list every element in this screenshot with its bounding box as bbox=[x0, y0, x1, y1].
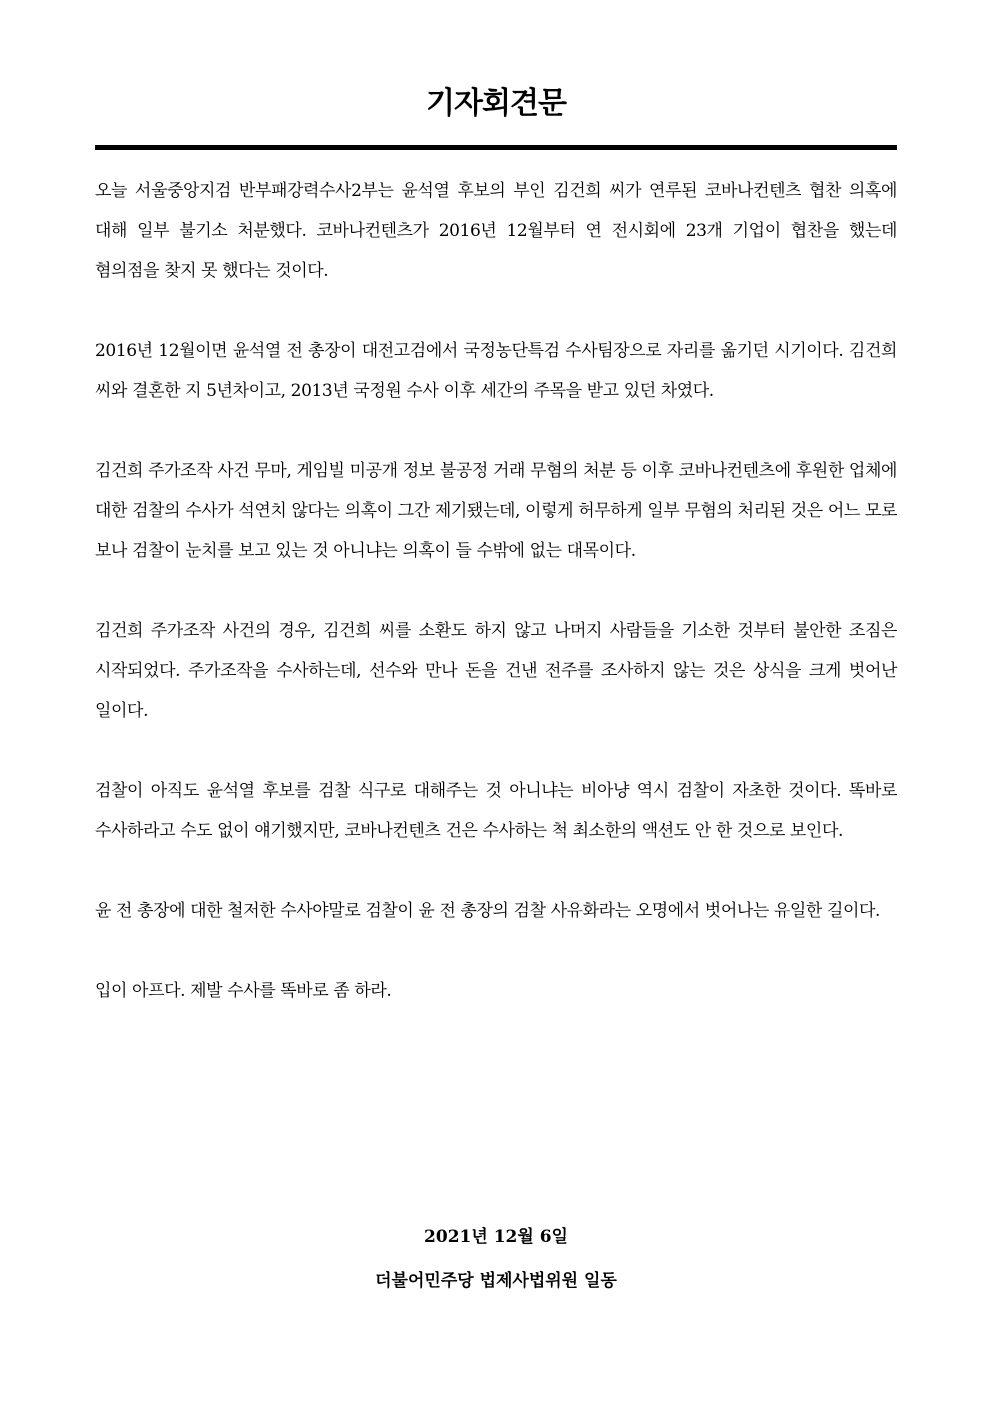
paragraph-1: 오늘 서울중앙지검 반부패강력수사2부는 윤석열 후보의 부인 김건희 씨가 연루된 코바나컨텐츠 협찬 의혹에 대해 일부 불기소 처분했다. 코바나컨텐츠가 2016년 12월부터 연 전시회에 23개 기업이 협찬을 했는데 혐의점을 찾지 못 했다는 것이다. bbox=[95, 181, 897, 281]
document-signature: 더불어민주당 법제사법위원 일동 bbox=[375, 1271, 617, 1291]
paragraph-3: 김건희 주가조작 사건 무마, 게임빌 미공개 정보 불공정 거래 무혐의 처분 등 이후 코바나컨텐츠에 후원한 업체에 대한 검찰의 수사가 석연치 않다는 의혹이 그간 제기됐는데, 이렇게 허무하게 일부 무혐의 처리된 것은 어느 모로 보나 검찰이 눈치를 보고 있는 것 아니냐는 의혹이 들 수밖에 없는 대목이다. bbox=[95, 461, 897, 561]
paragraph-7: 입이 아프다. 제발 수사를 똑바로 좀 하라. bbox=[95, 981, 392, 1001]
paragraph-5: 검찰이 아직도 윤석열 후보를 검찰 식구로 대해주는 것 아니냐는 비아냥 역시 검찰이 자초한 것이다. 똑바로 수사하라고 수도 없이 얘기했지만, 코바나컨텐츠 건은 수사하는 척 최소한의 액션도 안 한 것으로 보인다. bbox=[95, 781, 897, 841]
paragraph-4: 김건희 주가조작 사건의 경우, 김건희 씨를 소환도 하지 않고 나머지 사람들을 기소한 것부터 불안한 조짐은 시작되었다. 주가조작을 수사하는데, 선수와 만나 돈을 건낸 전주를 조사하지 않는 것은 상식을 크게 벗어난 일이다. bbox=[95, 621, 897, 721]
document-body bbox=[95, 171, 897, 1051]
paragraph-6: 윤 전 총장에 대한 철저한 수사야말로 검찰이 윤 전 총장의 검찰 사유화라는 오명에서 벗어나는 유일한 길이다. bbox=[95, 901, 881, 921]
document-title: 기자회견문 bbox=[426, 86, 566, 121]
paragraph-2: 2016년 12월이면 윤석열 전 총장이 대전고검에서 국정농단특검 수사팀장으로 자리를 옮기던 시기이다. 김건희 씨와 결혼한 지 5년차이고, 2013년 국정원 수사 이후 세간의 주목을 받고 있던 차였다. bbox=[95, 341, 897, 401]
document-date: 2021년 12월 6일 bbox=[424, 1227, 568, 1247]
title-divider bbox=[95, 145, 897, 150]
